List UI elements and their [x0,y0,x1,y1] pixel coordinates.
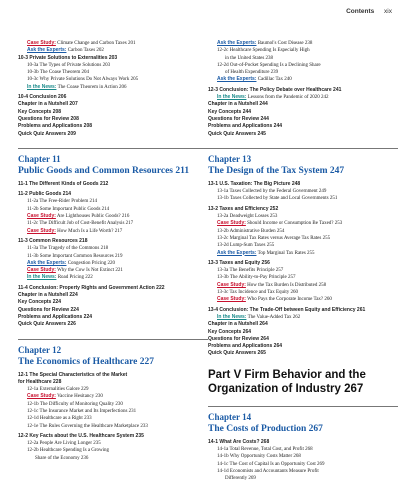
chapter-14-entries [208,439,398,482]
toc-entry[interactable]: 14-1 What Are Costs? 268 [208,438,270,445]
toc-entry[interactable]: of Health Expenditure 239 [225,70,279,76]
feature-label: Case Study: [217,296,246,303]
toc-entry[interactable] [18,267,208,274]
toc-entry[interactable] [208,282,398,289]
toc-entry[interactable] [18,40,208,47]
entry-text: Lessons from the Pandemic of 2020 242 [246,95,329,101]
chapter-13-entries [208,181,398,358]
feature-label: Ask the Experts: [217,40,257,46]
toc-entry[interactable]: 12-1 The Special Characteristics of the Market [18,371,128,378]
toc-entry[interactable] [208,250,398,257]
toc-entry[interactable]: Differently 269 [225,476,256,482]
toc-entry[interactable]: 12-2d Out-of-Pocket Spending Is a Declining Share [217,62,321,68]
toc-entry[interactable]: Questions for Review 208 [18,115,79,122]
toc-entry[interactable] [18,393,208,400]
toc-entry[interactable]: 11-2a The Free-Rider Problem 214 [27,199,97,205]
feature-label: Case Study: [27,267,56,274]
entry-text: Cadillac Tax 240 [256,77,292,83]
toc-entry[interactable]: 11-4 Conclusion: Property Rights and Government Action 222 [18,284,165,291]
toc-entry[interactable] [18,47,208,54]
toc-entry[interactable]: 13-1 U.S. Taxation: The Big Picture 248 [208,180,301,187]
toc-entry[interactable]: 12-1c The Insurance Market and Its Imperfections 231 [27,408,137,414]
chapter-title[interactable]: Public Goods and Common Resources 211 [18,165,190,176]
toc-entry[interactable]: 13-1a Taxes Collected by the Federal Government 249 [217,189,327,195]
toc-entry[interactable]: Questions for Review 224 [18,306,79,313]
chapter-14-block [208,406,398,482]
feature-label: Case Study: [27,40,56,46]
toc-entry[interactable]: 10-3b The Coase Theorem 204 [27,70,90,76]
right-column [208,40,398,482]
chapter-number: Chapter 14 [208,411,252,422]
toc-entry[interactable]: 13-4 Conclusion: The Trade-Off between Equity and Efficiency 261 [208,306,366,313]
chapter-title[interactable]: The Design of the Tax System 247 [208,165,345,176]
toc-entry[interactable]: 12-1d Healthcare as a Right 233 [27,416,92,422]
toc-entry[interactable]: 12-1a Externalities Galore 229 [27,387,89,393]
toc-entry[interactable] [208,94,398,101]
toc-entry[interactable]: Chapter in a Nutshell 244 [208,101,268,108]
chapter-number: Chapter 11 [18,153,61,164]
toc-entry[interactable] [18,260,208,267]
feature-label: Ask the Experts: [27,47,67,54]
toc-entry[interactable]: Questions for Review 264 [208,335,269,342]
toc-entry[interactable]: Chapter in a Nutshell 264 [208,321,268,328]
toc-entry[interactable]: 14-1d Economists and Accountants Measure Profit [217,468,319,474]
left-top-entries [18,40,208,138]
toc-entry[interactable]: 11-3a The Tragedy of the Commons 218 [27,246,109,252]
entry-text: How the Tax Burden Is Distributed 258 [245,282,327,288]
toc-entry[interactable]: Chapter in a Nutshell 207 [18,101,78,108]
chapter-number: Chapter 13 [208,153,252,164]
toc-entry[interactable]: 13-3a The Benefits Principle 257 [217,268,284,274]
toc-entry[interactable]: Quick Quiz Answers 226 [18,321,76,328]
toc-entry[interactable]: 11-2c The Difficult Job of Cost-Benefit Analysis 217 [27,221,134,227]
toc-entry[interactable]: 10-3c Why Private Solutions Do Not Always Work 205 [27,77,139,83]
toc-entry[interactable]: 12-1b The Difficulty of Monitoring Quality 230 [27,401,123,407]
toc-entry[interactable]: 12-2a People Are Living Longer 235 [27,441,101,447]
toc-entry[interactable]: Problems and Applications 224 [18,313,93,320]
toc-entry[interactable]: Key Concepts 224 [18,299,62,306]
chapter-11-block [18,148,208,329]
entry-text: Are Lighthouses Public Goods? 216 [55,214,130,220]
toc-entry[interactable]: 10-3a The Types of Private Solutions 203 [27,62,111,68]
feature-label: Case Study: [27,213,56,220]
entry-text: Vaccine Hesitancy 230 [55,394,103,400]
entry-text: Climate Change and Carbon Taxes 201 [55,41,136,46]
entry-text: Why the Cow Is Not Extinct 221 [55,268,123,274]
toc-entry[interactable]: 10-3 Private Solutions to Externalities 203 [18,54,118,61]
chapter-number: Chapter 12 [18,344,62,355]
toc-entry[interactable] [18,274,208,281]
entry-text: Congestion Pricing 220 [66,260,115,266]
header-label: Contents [346,8,375,15]
toc-entry[interactable]: 12-2b Healthcare Spending Is a Growing [27,448,110,454]
toc-entry[interactable]: 11-2b Some Important Public Goods 214 [27,206,110,212]
feature-label: Case Study: [217,220,246,227]
right-top-entries [208,40,398,138]
toc-entry[interactable]: 13-2b Administrative Burden 254 [217,228,285,234]
toc-entry[interactable]: 13-2a Deadweight Losses 253 [217,214,278,220]
toc-entry[interactable]: Questions for Review 244 [208,115,269,122]
chapter-12-block [18,339,208,463]
entry-text: Who Pays the Corporate Income Tax? 260 [245,297,332,303]
toc-entry[interactable]: 11-1 The Different Kinds of Goods 212 [18,180,109,187]
entry-text: Baumol's Cost Disease 238 [256,41,313,46]
toc-entry[interactable]: Chapter in a Nutshell 224 [18,292,78,299]
toc-entry[interactable]: Problems and Applications 208 [18,123,93,130]
toc-entry[interactable]: Key Concepts 244 [208,108,252,115]
feature-label: Case Study: [27,227,56,234]
page-header [346,8,392,15]
toc-entry[interactable]: 13-2 Taxes and Efficiency 252 [208,205,279,212]
toc-entry[interactable]: 13-3b The Ability-to-Pay Principle 257 [217,275,296,281]
toc-entry[interactable]: Key Concepts 208 [18,108,62,115]
entry-text: Carbon Taxes 202 [66,48,104,54]
feature-label: Ask the Experts: [27,259,67,266]
toc-entry[interactable]: 13-3c Tax Incidence and Tax Equity 260 [217,290,299,296]
entry-text: Road Pricing 222 [56,275,93,281]
part-title-line-1[interactable]: Part V Firm Behavior and the [208,368,366,381]
feature-label: Ask the Experts: [217,249,257,256]
toc-entry[interactable]: Quick Quiz Answers 265 [208,350,266,357]
toc-entry[interactable]: 12-3 Conclusion: The Policy Debate over Healthcare 241 [208,86,342,93]
toc-entry[interactable]: 14-1b Why Opportunity Costs Matter 268 [217,454,301,460]
toc-entry[interactable]: 11-2 Public Goods 214 [18,191,72,198]
chapter-title[interactable]: The Economics of Healthcare 227 [18,356,154,367]
left-column [18,40,208,462]
toc-entry[interactable]: Problems and Applications 264 [208,343,283,350]
toc-entry[interactable]: Share of the Economy 236 [35,455,89,461]
toc-entry[interactable] [208,40,398,47]
feature-label: Ask the Experts: [217,76,257,83]
toc-entry[interactable]: 12-2c Healthcare Spending Is Especially High [217,48,310,54]
part-v-block [208,368,398,396]
toc-entry[interactable] [18,84,208,91]
page-number: xix [384,8,392,15]
toc-entry[interactable]: 14-1a Total Revenue, Total Cost, and Profit 268 [217,446,313,452]
entry-text: The Value-Added Tax 262 [246,314,301,320]
feature-label: In the News: [217,94,247,101]
toc-entry[interactable]: 11-3 Common Resources 218 [18,237,88,244]
chapter-12-entries [18,372,208,463]
chapter-13-block [208,148,398,358]
toc-entry[interactable] [18,228,208,235]
toc-entry[interactable]: Quick Quiz Answers 209 [18,130,76,137]
toc-entry[interactable]: Quick Quiz Answers 245 [208,130,266,137]
toc-entry[interactable]: 11-3b Some Important Common Resources 219 [27,253,123,259]
toc-entry[interactable]: 13-2c Marginal Tax Rates versus Average Tax Rates 255 [217,235,331,241]
feature-label: Case Study: [217,281,246,288]
feature-label: In the News: [217,313,247,320]
entry-text: The Coase Theorem in Action 206 [56,84,127,90]
toc-entry[interactable]: 12-2 Key Facts about the U.S. Healthcare System 235 [18,432,144,439]
toc-entry[interactable] [208,76,398,83]
toc-entry[interactable]: 10-4 Conclusion 206 [18,94,67,101]
toc-entry[interactable]: 13-3 Taxes and Equity 256 [208,259,270,266]
toc-entry[interactable]: Problems and Applications 244 [208,123,283,130]
entry-text: How Much Is a Life Worth? 217 [55,228,123,234]
toc-entry[interactable]: for Healthcare 228 [18,378,62,385]
entry-text: Top Marginal Tax Rates 255 [256,250,315,256]
toc-entry[interactable]: 12-1e The Rules Governing the Healthcare Marketplace 233 [27,423,148,429]
entry-text: Should Income or Consumption Be Taxed? 253 [245,221,343,227]
chapter-title[interactable]: The Costs of Production 267 [208,423,323,434]
toc-entry[interactable]: in the United States 238 [225,55,274,61]
feature-label: Case Study: [27,393,56,400]
chapter-11-entries [18,181,208,329]
toc-entry[interactable]: 14-1c The Cost of Capital Is an Opportunity Cost 269 [217,461,325,467]
toc-entry[interactable] [18,213,208,220]
feature-label: In the News: [27,274,57,281]
toc-entry[interactable] [208,314,398,321]
feature-label: In the News: [27,83,57,90]
part-title-line-2[interactable]: Organization of Industry 267 [208,382,364,395]
toc-entry[interactable]: 13-2d Lump-Sum Taxes 255 [217,243,275,249]
toc-entry[interactable]: 13-1b Taxes Collected by State and Local Governments 251 [217,196,338,202]
toc-entry[interactable] [208,220,398,227]
toc-entry[interactable] [208,296,398,303]
toc-entry[interactable]: Key Concepts 264 [208,328,252,335]
